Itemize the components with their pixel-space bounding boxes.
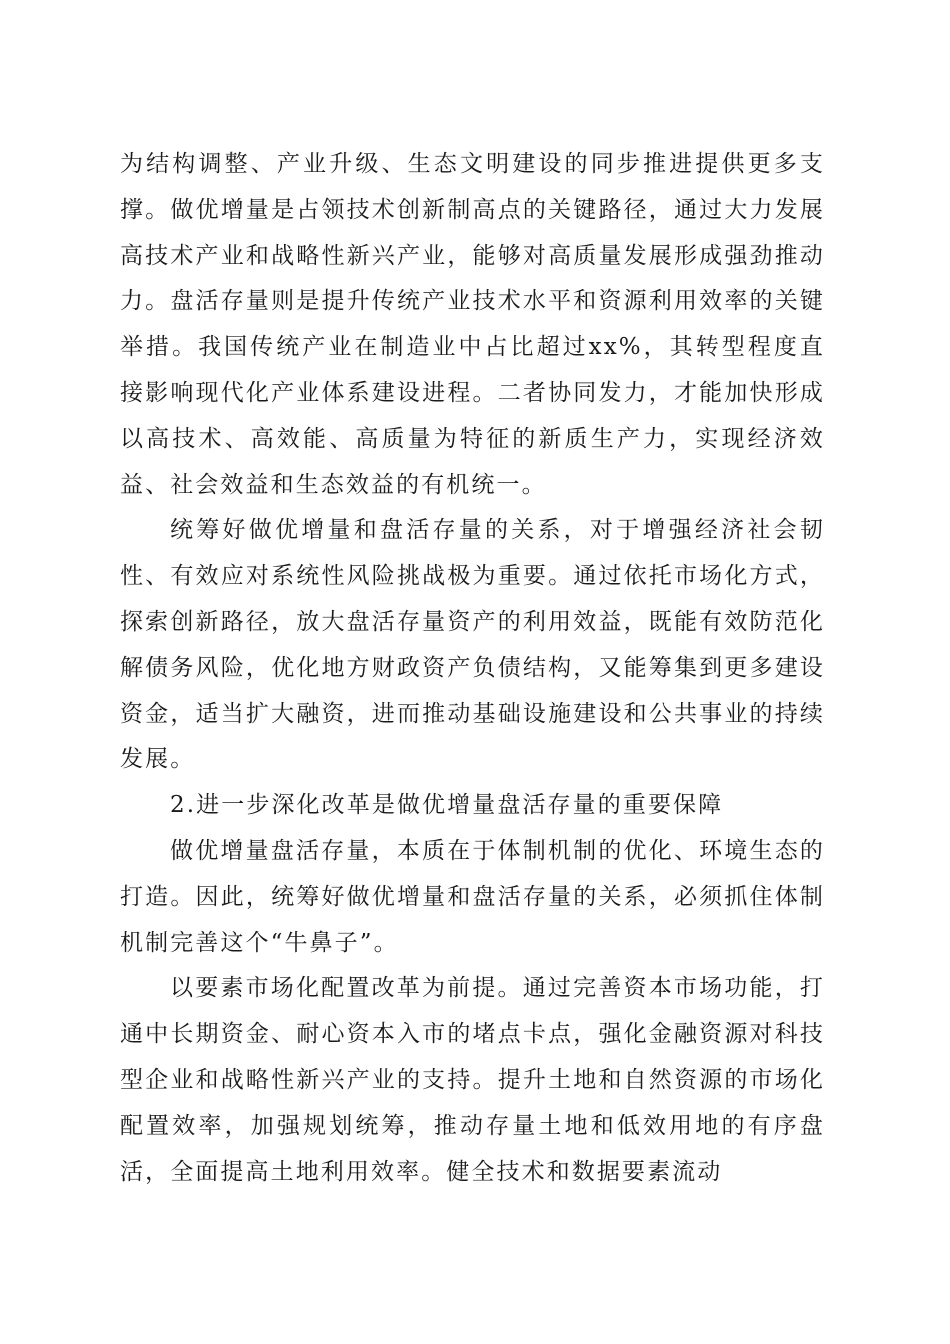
paragraph-continuation: 为结构调整、产业升级、生态文明建设的同步推进提供更多支撑。做优增量是占领技术创新制高点的关键路径，通过大力发展高技术产业和战略性新兴产业，能够对高质量发展形成强劲推动力。盘活存量则是提升传统产业技术水平和资源利用效率的关键举措。我国传统产业在制造业中占比超过xx%，其转型程度直接影响现代化产业体系建设进程。二者协同发力，才能加快形成以高技术、高效能、高质量为特征的新质生产力，实现经济效益、社会效益和生态效益的有机统一。 — [120, 151, 825, 498]
paragraph-institutional: 做优增量盘活存量，本质在于体制机制的优化、环境生态的打造。因此，统筹好做优增量和盘活存量的关系，必须抓住体制机制完善这个“牛鼻子”。 — [120, 837, 825, 956]
paragraph-factor-market: 以要素市场化配置改革为前提。通过完善资本市场功能，打通中长期资金、耐心资本入市的堵点卡点，强化金融资源对科技型企业和战略性新兴产业的支持。提升土地和自然资源的市场化配置效率，加强规划统筹，推动存量土地和低效用地的有序盘活，全面提高土地利用效率。健全技术和数据要素流动 — [120, 975, 825, 1185]
paragraph-resilience: 统筹好做优增量和盘活存量的关系，对于增强经济社会韧性、有效应对系统性风险挑战极为重要。通过依托市场化方式，探索创新路径，放大盘活存量资产的利用效益，既能有效防范化解债务风险，优化地方财政资产负债结构，又能筹集到更多建设资金，适当扩大融资，进而推动基础设施建设和公共事业的持续发展。 — [120, 517, 825, 773]
document-body — [120, 142, 825, 1195]
section-heading: 2.进一步深化改革是做优增量盘活存量的重要保障 — [170, 792, 724, 819]
